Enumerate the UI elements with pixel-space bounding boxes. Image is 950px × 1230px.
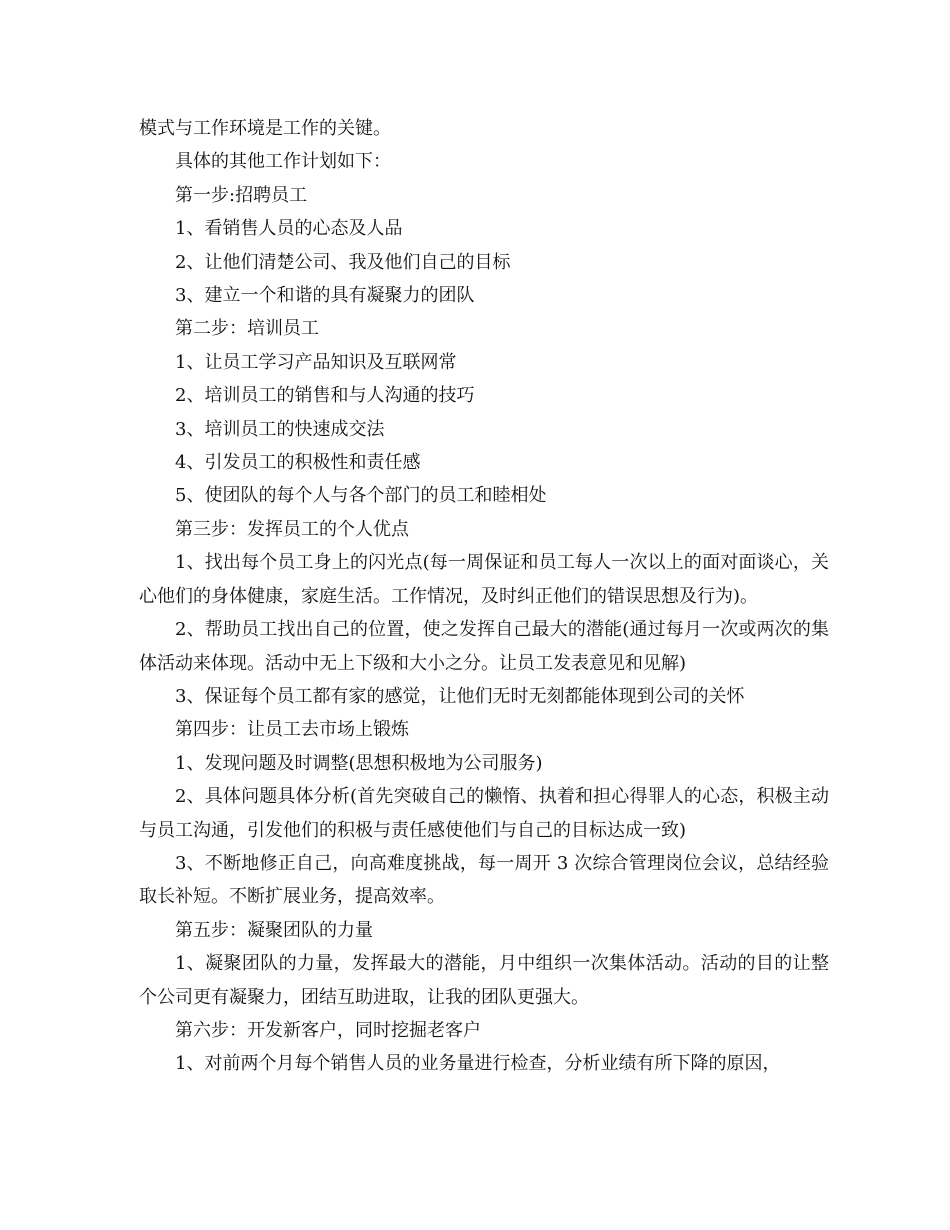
list-item: 2、具体问题具体分析(首先突破自己的懒惰、执着和担心得罪人的心态，积极主动与员工沟通，引发他们的积极与责任感使他们与自己的目标达成一致) <box>139 786 829 841</box>
step-heading-2: 第二步：培训员工 <box>175 318 319 340</box>
list-item: 1、对前两个月每个销售人员的业务量进行检查，分析业绩有所下降的原因， <box>175 1053 781 1075</box>
step-heading-4: 第四步：让员工去市场上锻炼 <box>175 719 409 741</box>
paragraph-continuation: 模式与工作环境是工作的关键。 <box>139 118 391 139</box>
list-item: 2、培训员工的销售和与人沟通的技巧 <box>175 385 475 407</box>
document-body <box>139 112 829 1081</box>
list-item: 1、看销售人员的心态及人品 <box>175 218 403 240</box>
list-item: 2、帮助员工找出自己的位置，使之发挥自己最大的潜能(通过每月一次或两次的集体活动来体现。活动中无上下级和大小之分。让员工发表意见和见解) <box>139 619 829 674</box>
list-item: 3、不断地修正自己，向高难度挑战，每一周开 3 次综合管理岗位会议，总结经验取长补短。不断扩展业务，提高效率。 <box>139 852 829 908</box>
list-item: 1、让员工学习产品知识及互联网常 <box>175 351 457 373</box>
list-item: 3、保证每个员工都有家的感觉，让他们无时无刻都能体现到公司的关怀 <box>175 685 745 707</box>
list-item: 4、引发员工的积极性和责任感 <box>175 452 421 474</box>
list-item: 3、培训员工的快速成交法 <box>175 418 385 440</box>
list-item: 1、找出每个员工身上的闪光点(每一周保证和员工每人一次以上的面对面谈心，关心他们的身体健康，家庭生活。工作情况，及时纠正他们的错误思想及行为)。 <box>139 552 829 607</box>
list-item: 2、让他们清楚公司、我及他们自己的目标 <box>175 251 511 273</box>
list-item: 1、凝聚团队的力量，发挥最大的潜能，月中组织一次集体活动。活动的目的让整个公司更有凝聚力，团结互助进取，让我的团队更强大。 <box>139 953 829 1008</box>
list-item: 3、建立一个和谐的具有凝聚力的团队 <box>175 285 475 307</box>
list-item: 5、使团队的每个人与各个部门的员工和睦相处 <box>175 485 547 507</box>
paragraph-intro: 具体的其他工作计划如下： <box>175 151 391 173</box>
list-item: 1、发现问题及时调整(思想积极地为公司服务) <box>175 752 543 774</box>
step-heading-6: 第六步：开发新客户，同时挖掘老客户 <box>175 1019 481 1041</box>
step-heading-3: 第三步：发挥员工的个人优点 <box>175 518 409 540</box>
step-heading-1: 第一步:招聘员工 <box>175 184 308 206</box>
step-heading-5: 第五步：凝聚团队的力量 <box>175 919 373 941</box>
